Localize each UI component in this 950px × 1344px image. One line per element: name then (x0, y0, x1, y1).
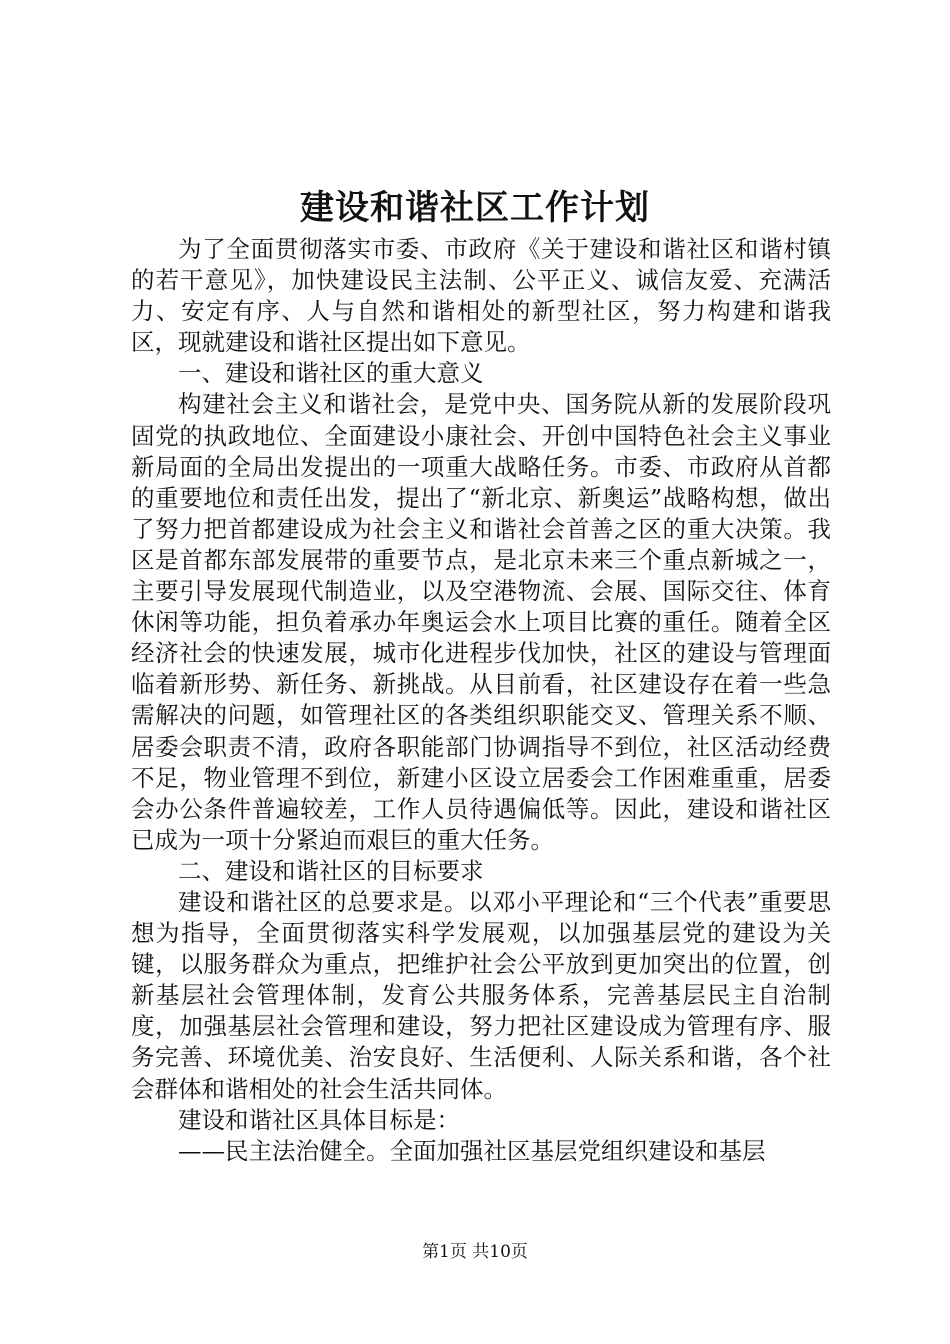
document-title: 建设和谐社区工作计划 (300, 188, 650, 228)
document-body (131, 234, 831, 1167)
paragraph-significance: 构建社会主义和谐社会，是党中央、国务院从新的发展阶段巩固党的执政地位、全面建设小康社会、开创中国特色社会主义事业新局面的全局出发提出的一项重大战略任务。市委、市政府从首都的重要地位和责任出发，提出了“新北京、新奥运”战略构想，做出了努力把首都建设成为社会主义和谐社会首善之区的重大决策。我区是首都东部发展带的重要节点，是北京未来三个重点新城之一，主要引导发展现代制造业，以及空港物流、会展、国际交往、体育休闲等功能，担负着承办年奥运会水上项目比赛的重任。随着全区经济社会的快速发展，城市化进程步伐加快，社区的建设与管理面临着新形势、新任务、新挑战。从目前看，社区建设存在着一些急需解决的问题，如管理社区的各类组织职能交叉、管理关系不顺、居委会职责不清，政府各职能部门协调指导不到位，社区活动经费不足，物业管理不到位，新建小区设立居委会工作困难重重，居委会办公条件普遍较差，工作人员待遇偏低等。因此，建设和谐社区已成为一项十分紧迫而艰巨的重大任务。 (131, 390, 831, 854)
paragraph-general-requirements: 建设和谐社区的总要求是。以邓小平理论和“三个代表”重要思想为指导，全面贯彻落实科学发展观，以加强基层党的建设为关键，以服务群众为重点，把维护社会公平放到更加突出的位置，创新基层社会管理体制，发育公共服务体系，完善基层民主自治制度，加强基层社会管理和建设，努力把社区建设成为管理有序、服务完善、环境优美、治安良好、生活便利、人际关系和谐，各个社会群体和谐相处的社会生活共同体。 (131, 887, 831, 1103)
paragraph-democracy-rule-of-law: ——民主法治健全。全面加强社区基层党组织建设和基层 (178, 1136, 766, 1165)
section-heading-significance: 一、建设和谐社区的重大意义 (178, 359, 484, 388)
paragraph-specific-goals-intro: 建设和谐社区具体目标是： (178, 1105, 460, 1134)
page-number-footer: 第1页 共10页 (422, 1242, 528, 1262)
section-heading-goals: 二、建设和谐社区的目标要求 (178, 856, 484, 885)
paragraph-intro: 为了全面贯彻落实市委、市政府《关于建设和谐社区和谐村镇的若干意见》，加快建设民主法制、公平正义、诚信友爱、充满活力、安定有序、人与自然和谐相处的新型社区，努力构建和谐我区，现就建设和谐社区提出如下意见。 (131, 235, 831, 357)
